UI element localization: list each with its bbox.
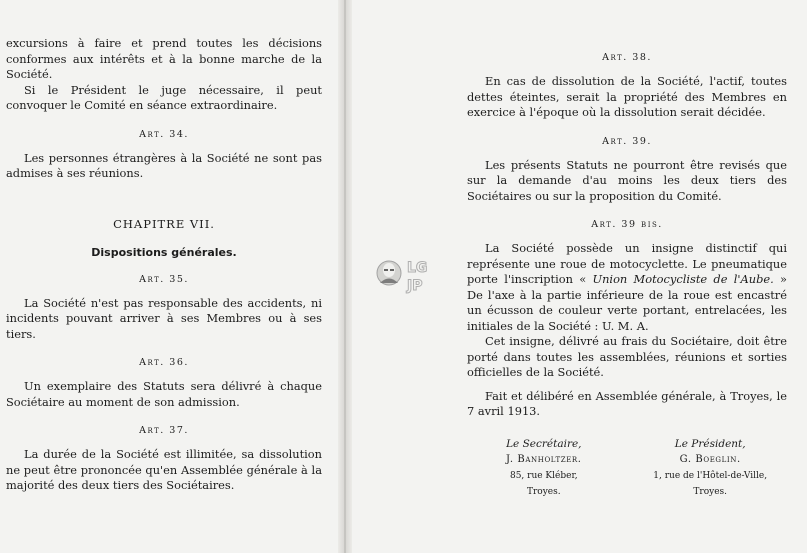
article-38-heading: Art. 38.: [602, 52, 652, 63]
article-39bis-text: [467, 241, 787, 334]
secretary-name: J. Banholtzer.: [506, 453, 582, 465]
president-name: G. Boeglin.: [679, 453, 741, 465]
president-role: Le Président,: [674, 437, 746, 450]
article-37-heading: Art. 37.: [139, 425, 189, 436]
article-37-text: La durée de la Société est illimitée, sa dissolution ne peut être prononcée qu'en Assemblée générale à la majorité des deux tiers des Sociétaires.: [6, 447, 322, 492]
president-city: Troyes.: [693, 486, 728, 497]
chapter-subtitle: Dispositions générales.: [91, 245, 237, 259]
president-address: 1, rue de l'Hôtel-de-Ville,: [653, 470, 768, 481]
insignia-inscription: Union Motocycliste de l'Aube.: [592, 272, 774, 286]
article-36-heading: Art. 36.: [139, 357, 189, 368]
secretary-address: 85, rue Kléber,: [509, 470, 578, 481]
president-signature: [633, 436, 787, 500]
svg-text:JP: JP: [407, 278, 423, 294]
secretary-role: Le Secrétaire,: [506, 437, 582, 450]
article-35-heading: Art. 35.: [139, 273, 189, 285]
article-39bis-text-a: La Société possède un insigne distinctif qui représente une roue de motocyclette. Le pneumatique porte l'inscription «: [467, 241, 787, 286]
secretary-signature: [467, 436, 621, 500]
watermark-logo: [375, 254, 435, 296]
chapter-title: CHAPITRE VII.: [113, 216, 215, 231]
article-34-heading: Art. 34.: [139, 128, 189, 140]
insignia-usage-text: Cet insigne, délivré au frais du Sociétaire, doit être porté dans toutes les assemblées, réunions et sorties officielles de la Société.: [467, 334, 787, 379]
article-39bis-text-b: » De l'axe à la partie inférieure de la roue est encastré un écusson de couleur verte portant, entrelacées, les initiales de la Société : U. M. A.: [467, 272, 787, 333]
secretary-city: Troyes.: [526, 486, 561, 497]
article-39-text: Les présents Statuts ne pourront être revisés que sur la demande d'au moins les deux tiers des Sociétaires ou sur la proposition du Comité.: [467, 157, 787, 203]
paragraph-president: Si le Président le juge nécessaire, il peut convoquer le Comité en séance extraordinaire.: [6, 82, 322, 112]
signatures: [467, 436, 787, 500]
closing-statement: Fait et délibéré en Assemblée générale, à Troyes, le 7 avril 1913.: [467, 388, 787, 418]
paragraph-top: excursions à faire et prend toutes les décisions conformes aux intérêts et à la bonne marche de la Société.: [6, 36, 322, 81]
left-page: [0, 0, 338, 553]
page-gutter: [338, 0, 352, 553]
article-34-text: Les personnes étrangères à la Société ne sont pas admises à ses réunions.: [6, 150, 322, 180]
article-38-text: En cas de dissolution de la Société, l'actif, toutes dettes éteintes, serait la propriété des Membres en exercice à l'époque où la dissolution serait décidée.: [467, 74, 787, 119]
article-39bis-heading: Art. 39 bis.: [591, 219, 663, 230]
svg-text:LG: LG: [407, 260, 428, 276]
article-35-text: La Société n'est pas responsable des accidents, ni incidents pouvant arriver à ses Membres ou à ses tiers.: [6, 295, 322, 341]
article-36-text: Un exemplaire des Statuts sera délivré à chaque Sociétaire au moment de son admission.: [6, 379, 322, 409]
article-39-heading: Art. 39.: [602, 135, 652, 147]
portrait-icon: [375, 254, 435, 296]
